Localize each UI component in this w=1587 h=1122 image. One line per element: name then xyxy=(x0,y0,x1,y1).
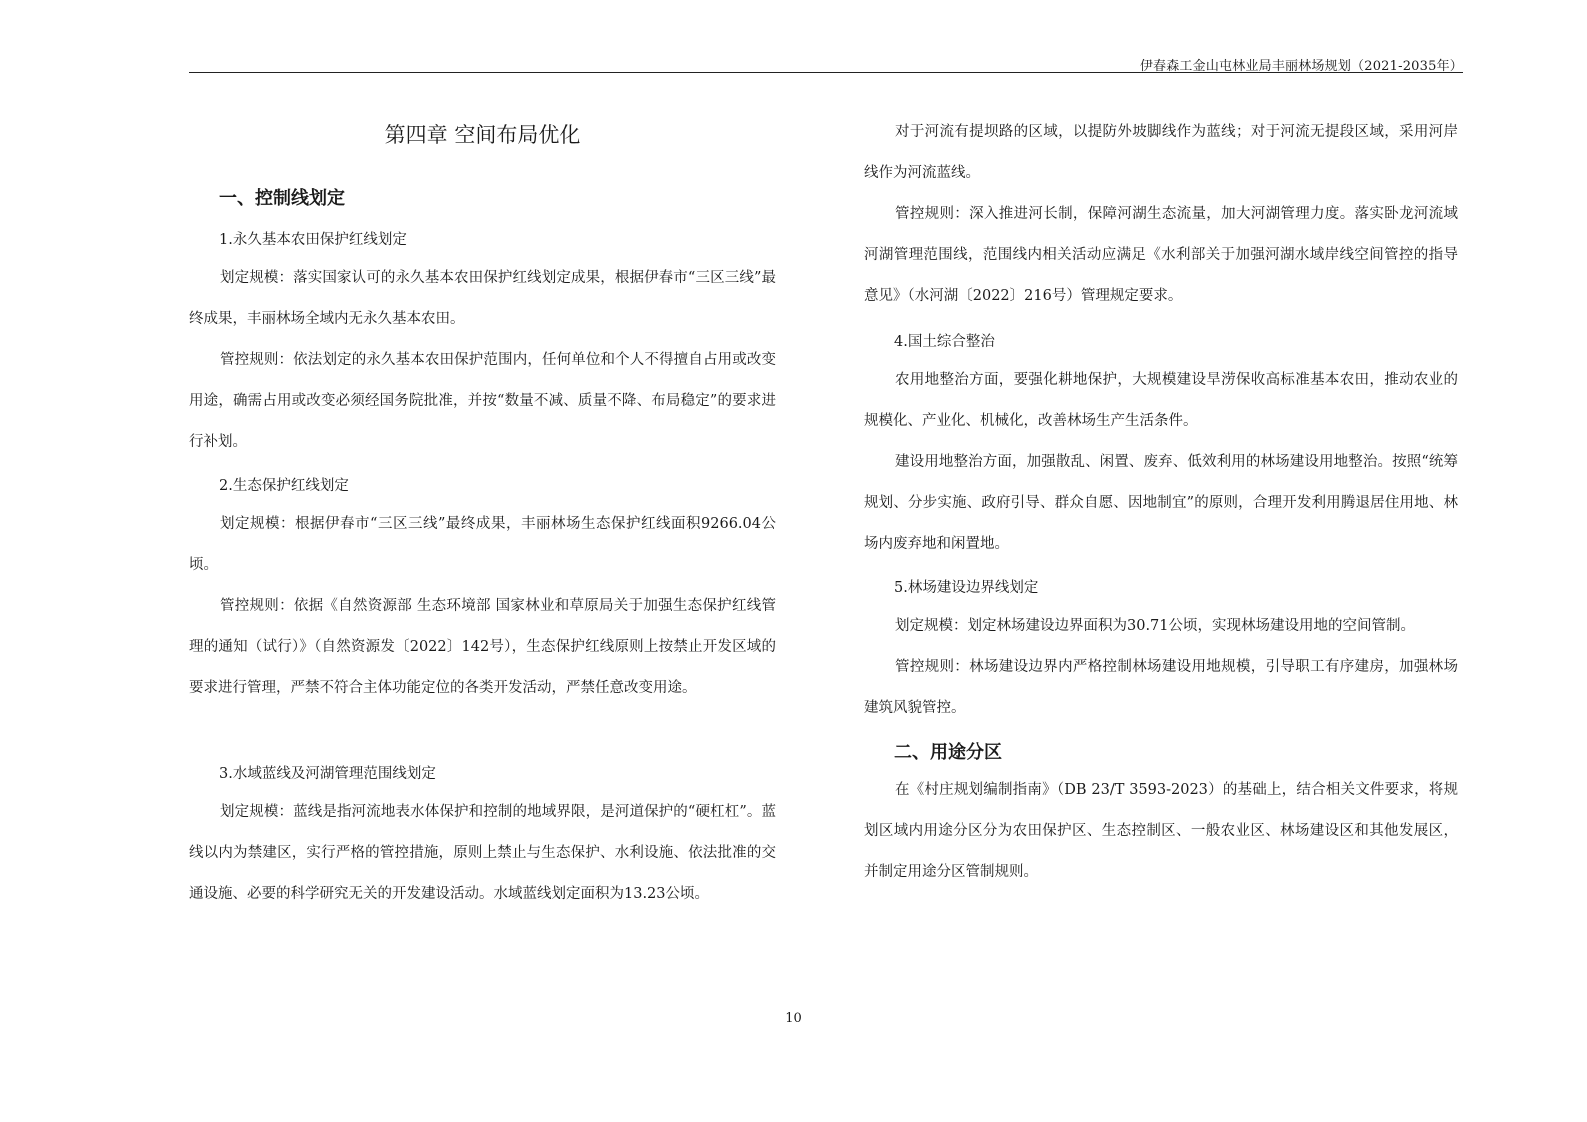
paragraph-boundary-scale: 划定规模：划定林场建设边界面积为30.71公顷，实现林场建设用地的空间管制。 xyxy=(895,618,1416,634)
chapter-title: 第四章 空间布局优化 xyxy=(384,123,581,147)
paragraph-waterline-scale: 划定规模：蓝线是指河流地表水体保护和控制的地域界限，是河道保护的“硬杠杠”。蓝线以内为禁建区，实行严格的管控措施，原则上禁止与生态保护、水利设施、依法批准的交通设施、必要的科学研究无关的开发建设活动。水域蓝线划定面积为13.23公顷。 xyxy=(189,804,776,902)
paragraph-ecology-rules: 管控规则：依据《自然资源部 生态环境部 国家林业和草原局关于加强生态保护红线管理的通知（试行）》（自然资源发〔2022〕142号），生态保护红线原则上按禁止开发区域的要求进行管理，严禁不符合主体功能定位的各类开发活动，严禁任意改变用途。 xyxy=(189,598,776,696)
running-header: 伊春森工金山屯林业局丰丽林场规划（2021-2035年） xyxy=(1139,59,1463,74)
paragraph-waterline-dikes: 对于河流有提坝路的区域，以提防外坡脚线作为蓝线；对于河流无提段区域，采用河岸线作为河流蓝线。 xyxy=(864,124,1458,181)
paragraph-farmland-consolidation: 农用地整治方面，要强化耕地保护，大规模建设旱涝保收高标准基本农田，推动农业的规模化、产业化、机械化，改善林场生产生活条件。 xyxy=(864,372,1458,429)
paragraph-construction-land-consolidation: 建设用地整治方面，加强散乱、闲置、废弃、低效利用的林场建设用地整治。按照“统筹规划、分步实施、政府引导、群众自愿、因地制宜”的原则，合理开发利用腾退居住用地、林场内废弃地和闲置地。 xyxy=(864,454,1458,552)
section-heading-use-zoning: 二、用途分区 xyxy=(894,742,1002,763)
subsection-title-waterline: 3.水域蓝线及河湖管理范围线划定 xyxy=(219,766,436,782)
section-heading-control-lines: 一、控制线划定 xyxy=(219,188,345,209)
paragraph-use-zoning: 在《村庄规划编制指南》（DB 23/T 3593-2023）的基础上，结合相关文件要求，将规划区域内用途分区分为农田保护区、生态控制区、一般农业区、林场建设区和其他发展区，并制定用途分区管制规则。 xyxy=(864,782,1458,880)
subsection-title-land-consolidation: 4.国土综合整治 xyxy=(894,334,995,350)
paragraph-farmland-rules: 管控规则：依法划定的永久基本农田保护范围内，任何单位和个人不得擅自占用或改变用途，确需占用或改变必须经国务院批准，并按“数量不减、质量不降、布局稳定”的要求进行补划。 xyxy=(189,352,776,450)
paragraph-farmland-scale: 划定规模：落实国家认可的永久基本农田保护红线划定成果，根据伊春市“三区三线”最终成果，丰丽林场全域内无永久基本农田。 xyxy=(189,270,776,327)
paragraph-ecology-scale: 划定规模：根据伊春市“三区三线”最终成果，丰丽林场生态保护红线面积9266.04公顷。 xyxy=(189,516,776,573)
subsection-title-ecology: 2.生态保护红线划定 xyxy=(219,478,349,494)
subsection-title-construction-boundary: 5.林场建设边界线划定 xyxy=(894,580,1039,596)
paragraph-waterline-rules: 管控规则：深入推进河长制，保障河湖生态流量，加大河湖管理力度。落实卧龙河流域河湖管理范围线，范围线内相关活动应满足《水利部关于加强河湖水域岸线空间管控的指导意见》（水河湖〔2022〕216号）管理规定要求。 xyxy=(864,206,1458,304)
paragraph-boundary-rules: 管控规则：林场建设边界内严格控制林场建设用地规模，引导职工有序建房，加强林场建筑风貌管控。 xyxy=(864,659,1458,716)
subsection-title-farmland: 1.永久基本农田保护红线划定 xyxy=(219,232,407,248)
header-rule xyxy=(189,72,1463,73)
page-number: 10 xyxy=(785,1011,802,1026)
